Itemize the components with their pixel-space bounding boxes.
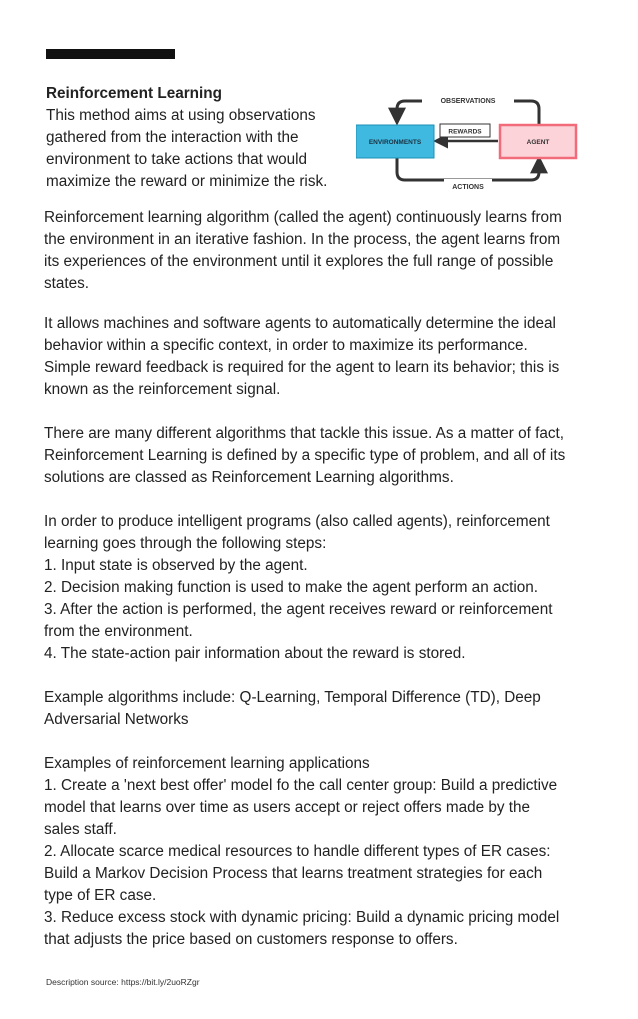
agent-label: AGENT <box>526 139 550 146</box>
text-line: its experiences of the environment until it explores the full range of possible <box>44 253 554 270</box>
text-line: behavior within a specific context, in order to maximize its performance. <box>44 337 528 354</box>
text-line: Adversarial Networks <box>44 711 189 728</box>
rl-diagram <box>356 91 580 195</box>
step-item: 4. The state-action pair information about the reward is stored. <box>44 645 466 662</box>
text-line: solutions are classed as Reinforcement Learning algorithms. <box>44 469 454 486</box>
intro-text: This method aims at using observations gathered from the interaction with the environment to take actions that would maximize the reward or minimize the risk. <box>46 107 328 190</box>
intro-section <box>46 83 346 193</box>
actions-arrow <box>397 157 539 180</box>
text-line: Build a Markov Decision Process that learns treatment strategies for each <box>44 865 543 882</box>
step-item: 3. After the action is performed, the agent receives reward or reinforcement <box>44 601 553 618</box>
text-line: type of ER case. <box>44 887 157 904</box>
text-line: sales staff. <box>44 821 117 838</box>
text-line: from the environment. <box>44 623 193 640</box>
observations-label: OBSERVATIONS <box>440 98 496 105</box>
paragraph-applications <box>44 753 596 951</box>
section-title: Reinforcement Learning <box>46 85 222 102</box>
paragraph-reinforcement-signal <box>44 313 596 401</box>
text-line: the environment in an iterative fashion. In the process, the agent learns from <box>44 231 561 248</box>
text-line: that adjusts the price based on customers response to offers. <box>44 931 458 948</box>
text-line: learning goes through the following steps: <box>44 535 327 552</box>
text-line: There are many different algorithms that tackle this issue. As a matter of fact, <box>44 425 565 442</box>
text-line: Reinforcement learning algorithm (called the agent) continuously learns from <box>44 209 562 226</box>
text-line: Examples of reinforcement learning applications <box>44 755 370 772</box>
application-item: 1. Create a 'next best offer' model fo the call center group: Build a predictive <box>44 777 558 794</box>
text-line: Simple reward feedback is required for the agent to learn its behavior; this is <box>44 359 560 376</box>
source-footer: Description source: https://bit.ly/2uoRZgr <box>46 977 200 987</box>
text-line: Example algorithms include: Q-Learning, Temporal Difference (TD), Deep <box>44 689 541 706</box>
environments-label: ENVIRONMENTS <box>368 139 422 146</box>
text-line: states. <box>44 275 90 292</box>
text-line: In order to produce intelligent programs (also called agents), reinforcement <box>44 513 550 530</box>
paragraph-agent-learning <box>44 207 596 295</box>
actions-label: ACTIONS <box>452 184 484 191</box>
text-line: It allows machines and software agents to automatically determine the ideal <box>44 315 556 332</box>
text-line: model that learns over time as users accept or reject offers made by the <box>44 799 531 816</box>
text-line: Reinforcement Learning is defined by a specific type of problem, and all of its <box>44 447 566 464</box>
step-item: 1. Input state is observed by the agent. <box>44 557 308 574</box>
top-decorative-bar <box>46 49 175 59</box>
paragraph-example-algorithms <box>44 687 596 731</box>
application-item: 3. Reduce excess stock with dynamic pricing: Build a dynamic pricing model <box>44 909 560 926</box>
application-item: 2. Allocate scarce medical resources to handle different types of ER cases: <box>44 843 551 860</box>
paragraph-steps <box>44 511 596 665</box>
text-line: known as the reinforcement signal. <box>44 381 281 398</box>
rewards-label: REWARDS <box>448 128 482 136</box>
paragraph-algorithms <box>44 423 596 489</box>
step-item: 2. Decision making function is used to make the agent perform an action. <box>44 579 539 596</box>
